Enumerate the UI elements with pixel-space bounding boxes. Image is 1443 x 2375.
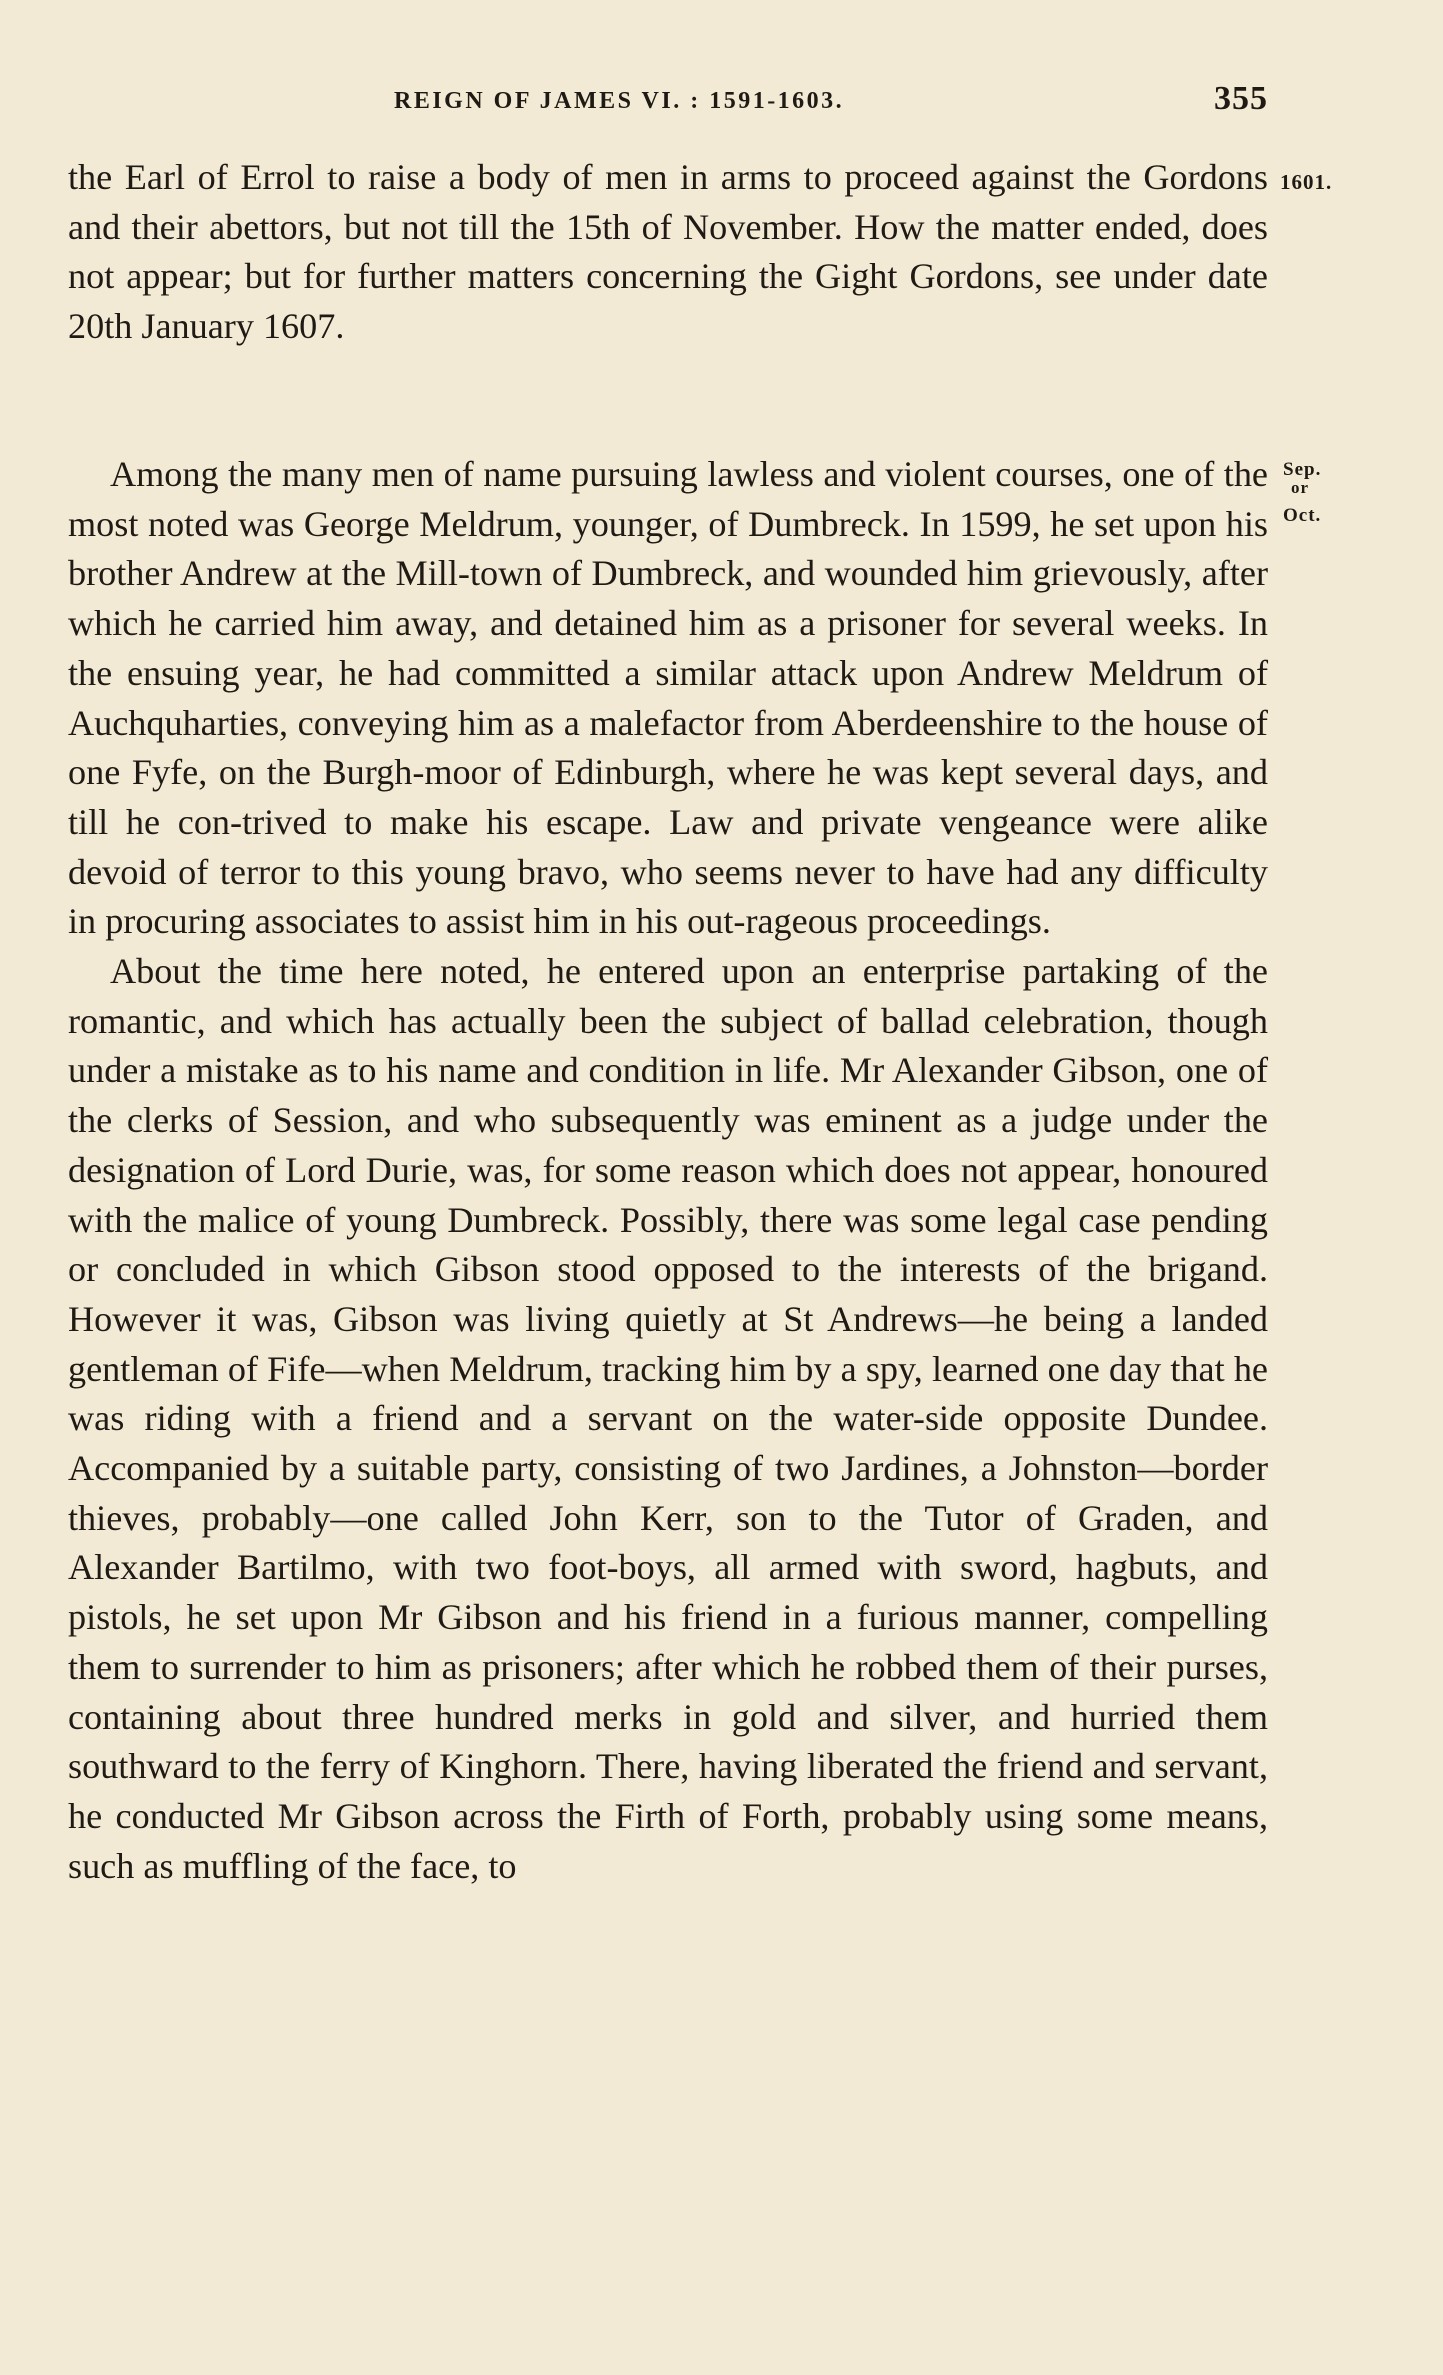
paragraph-2: Among the many men of name pursuing lawless and violent courses, one of the most noted was George Meldrum, younger, of Dumbreck. In 1599, he set upon his brother Andrew at the Mill-town of Dumbreck, and wounded him grievously, after which he carried him away, and detained him as a prisoner for several weeks. In the ensuing year, he had committed a similar attack upon Andrew Meldrum of Auchquharties, conveying him as a malefactor from Aberdeenshire to the house of one Fyfe, on the Burgh-moor of Edinburgh, where he was kept several days, and till he con-trived to make his escape. Law and private vengeance were alike devoid of terror to this young bravo, who seems never to have had any difficulty in procuring associates to assist him in his out-rageous proceedings. <box>68 454 1268 942</box>
running-head: REIGN OF JAMES VI. : 1591-1603. <box>394 88 845 114</box>
paragraph-3: About the time here noted, he entered upon an enterprise partaking of the romantic, and which has actually been the subject of ballad celebration, though under a mistake as to his name and condition in life. Mr Alexander Gibson, one of the clerks of Session, and who subsequently was eminent as a judge under the designation of Lord Durie, was, for some reason which does not appear, honoured with the malice of young Dumbreck. Possibly, there was some legal case pending or concluded in which Gibson stood opposed to the interests of the brigand. However it was, Gibson was living quietly at St Andrews—he being a landed gentleman of Fife—when Meldrum, tracking him by a spy, learned one day that he was riding with a friend and a servant on the water-side opposite Dundee. Accompanied by a suitable party, consisting of two Jardines, a Johnston—border thieves, probably—one called John Kerr, son to the Tutor of Graden, and Alexander Bartilmo, with two foot-boys, all armed with sword, hagbuts, and pistols, he set upon Mr Gibson and his friend in a furious manner, compelling them to surrender to him as prisoners; after which he robbed them of their purses, containing about three hundred merks in gold and silver, and hurried them southward to the ferry of Kinghorn. There, having liberated the friend and servant, he conducted Mr Gibson across the Firth of Forth, probably using some means, such as muffling of the face, to <box>68 951 1268 1886</box>
margin-note-date-line3: Oct. <box>1283 505 1322 526</box>
page-header <box>68 80 1268 130</box>
margin-note-date-line2: or <box>1291 478 1310 497</box>
page-number: 355 <box>1214 80 1268 117</box>
text-block-continuation <box>68 153 1268 352</box>
paragraph-1: the Earl of Errol to raise a body of men in arms to proceed against the Gordons and their abettors, but not till the 15th of November. How the matter ended, does not appear; but for further matters concerning the Gight Gordons, see under date 20th January 1607. <box>68 157 1268 347</box>
margin-note-date <box>1283 460 1321 526</box>
margin-note-date-line1: Sep. <box>1283 459 1322 480</box>
text-block-main <box>68 450 1268 1891</box>
margin-note-year: 1601. <box>1280 170 1333 194</box>
